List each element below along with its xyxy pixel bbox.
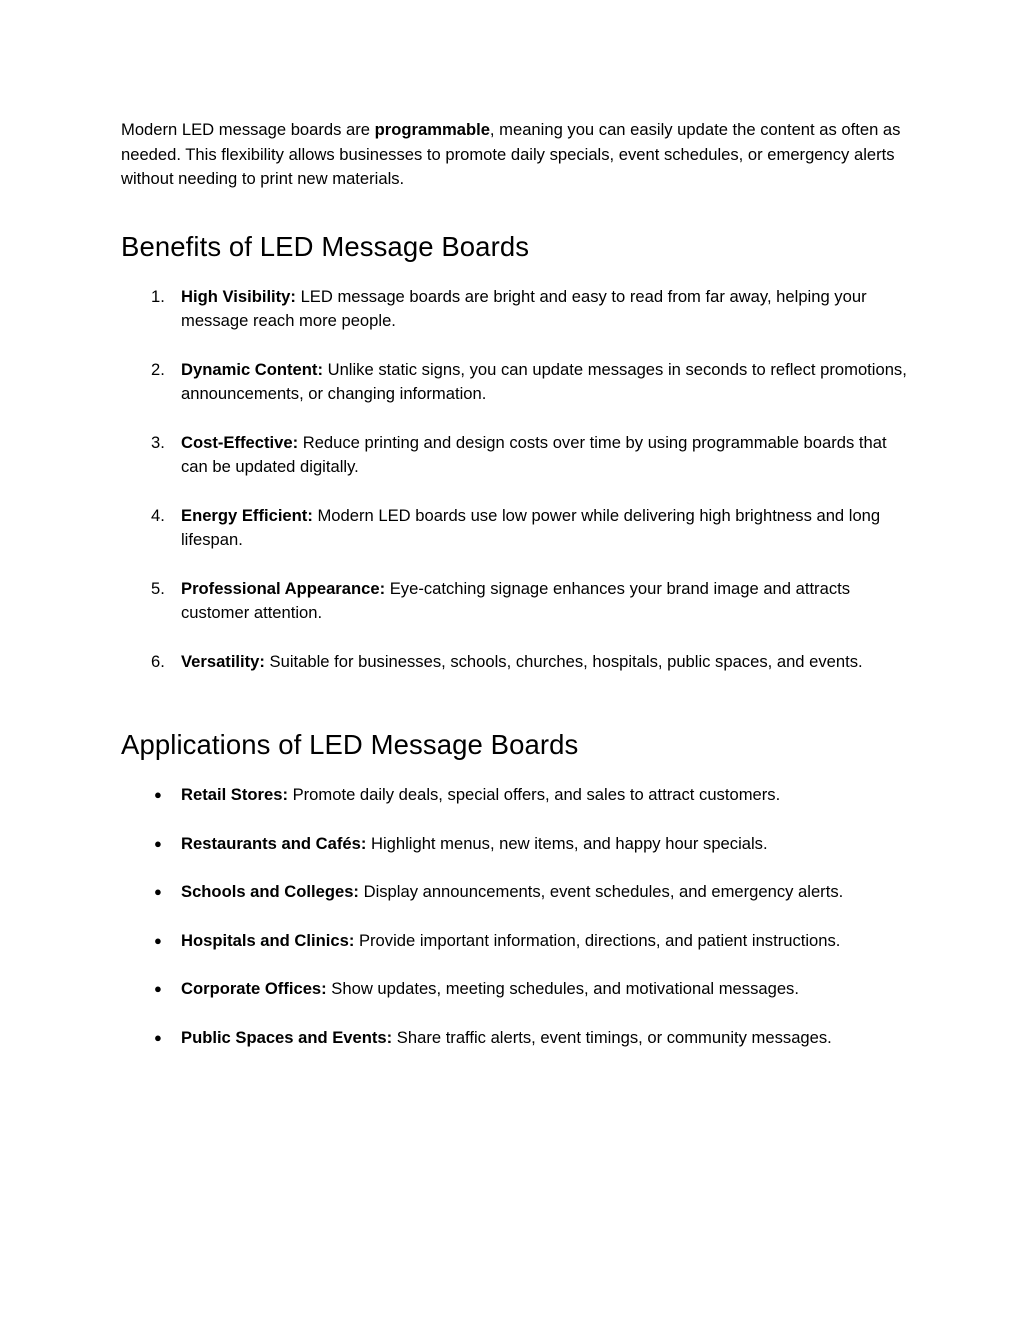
- application-label: Schools and Colleges:: [181, 882, 359, 901]
- benefit-text: Eye-catching signage enhances your brand image and attracts customer attention.: [181, 578, 851, 622]
- benefit-item: [121, 358, 911, 407]
- benefit-label: Cost-Effective:: [181, 432, 299, 452]
- bullet-icon: ●: [154, 835, 162, 851]
- list-number: 3.: [151, 432, 165, 452]
- benefits-list: [121, 285, 911, 675]
- benefit-label: Dynamic Content:: [181, 359, 323, 379]
- list-number: 2.: [151, 359, 165, 379]
- bullet-icon: ●: [154, 884, 162, 899]
- bullet-icon: ●: [154, 932, 162, 948]
- bullet-icon: ●: [154, 787, 162, 802]
- application-text: Highlight menus, new items, and happy hour specials.: [366, 833, 768, 853]
- intro-bold-term: programmable: [374, 120, 490, 139]
- benefit-item: [121, 577, 911, 626]
- benefit-text: Modern LED boards use low power while delivering high brightness and long lifespan.: [181, 505, 881, 549]
- intro-text-end: , meaning you can easily update the content as often as needed. This flexibility allows businesses to promote daily specials, event schedules, or emergency alerts without needing to print new materials.: [121, 120, 901, 188]
- bullet-icon: ●: [154, 981, 162, 996]
- list-number: 5.: [151, 578, 165, 598]
- applications-list: [121, 783, 911, 1050]
- list-number: 1.: [151, 286, 165, 306]
- application-item: [121, 1026, 911, 1051]
- application-label: Public Spaces and Events:: [181, 1027, 393, 1047]
- list-number: 6.: [151, 651, 165, 671]
- benefit-item: [121, 504, 911, 553]
- intro-paragraph: [121, 118, 911, 192]
- application-label: Restaurants and Cafés:: [181, 833, 367, 853]
- application-text: Share traffic alerts, event timings, or community messages.: [392, 1027, 832, 1047]
- benefit-item: [121, 285, 911, 334]
- application-text: Promote daily deals, special offers, and sales to attract customers.: [287, 785, 781, 804]
- application-item: [121, 977, 911, 1002]
- applications-heading: Applications of LED Message Boards: [121, 729, 579, 760]
- benefit-text: Suitable for businesses, schools, churches, hospitals, public spaces, and events.: [264, 651, 863, 671]
- benefit-label: Energy Efficient:: [181, 505, 313, 525]
- benefit-text: Unlike static signs, you can update messages in seconds to reflect promotions, announcements, or changing information.: [181, 359, 907, 403]
- application-label: Hospitals and Clinics:: [181, 930, 355, 950]
- application-item: [121, 929, 911, 954]
- application-label: Corporate Offices:: [181, 979, 327, 998]
- list-number: 4.: [151, 505, 165, 525]
- benefit-label: Professional Appearance:: [181, 578, 386, 598]
- intro-text-start: Modern LED message boards are: [121, 120, 375, 139]
- application-text: Provide important information, directions, and patient instructions.: [354, 930, 841, 950]
- benefit-text: Reduce printing and design costs over time by using programmable boards that can be updated digitally.: [181, 432, 887, 476]
- benefit-text: LED message boards are bright and easy to read from far away, helping your message reach more people.: [181, 286, 867, 330]
- application-text: Show updates, meeting schedules, and motivational messages.: [326, 979, 799, 998]
- application-label: Retail Stores:: [181, 785, 288, 804]
- benefit-item: [121, 431, 911, 480]
- application-item: [121, 832, 911, 857]
- application-text: Display announcements, event schedules, and emergency alerts.: [358, 882, 844, 901]
- bullet-icon: ●: [154, 1029, 162, 1045]
- benefits-heading: Benefits of LED Message Boards: [121, 230, 530, 262]
- application-item: [121, 783, 911, 808]
- benefit-label: Versatility:: [181, 651, 265, 671]
- benefit-label: High Visibility:: [181, 286, 296, 306]
- benefit-item: [121, 650, 911, 675]
- application-item: [121, 880, 911, 905]
- document-page: [121, 118, 911, 1074]
